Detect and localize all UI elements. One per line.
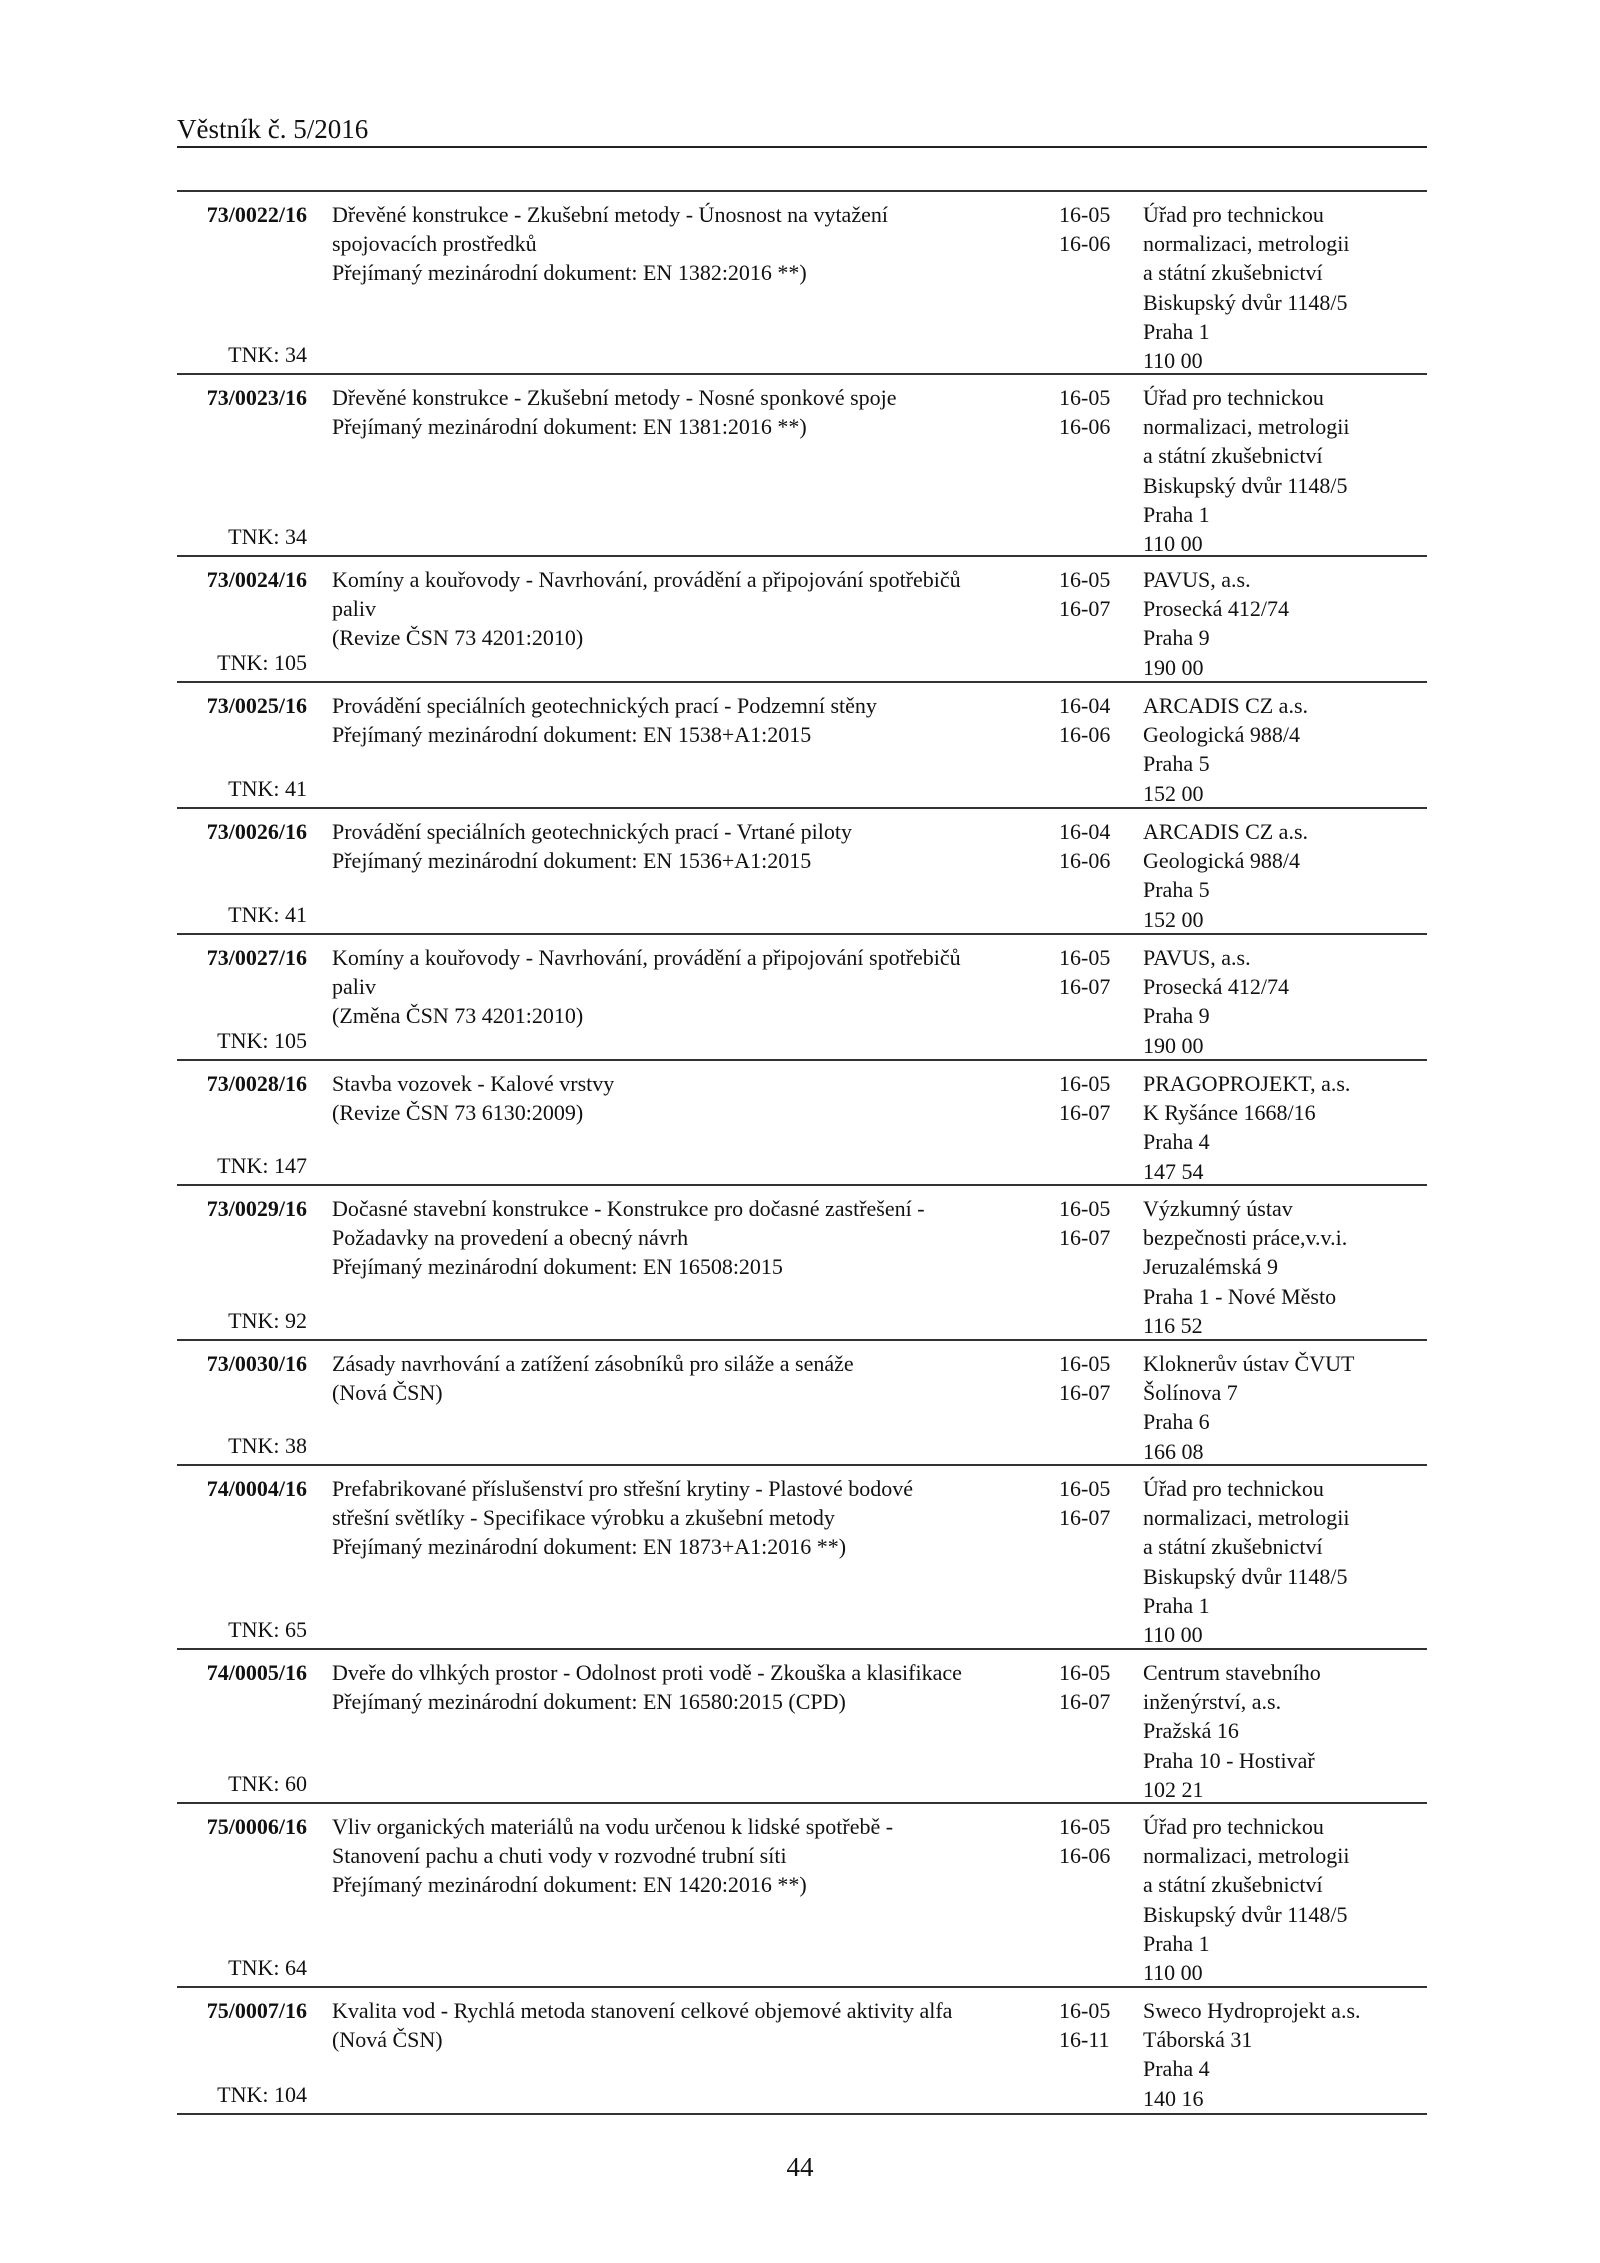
record-org-line: Praha 1 [1143,501,1210,527]
record-org [1143,817,1433,934]
record-org-line: Praha 9 [1143,625,1210,651]
record-dates-line: 16-05 [1059,945,1111,970]
record-org-line: 152 00 [1143,906,1204,932]
record-org-line: normalizaci, metrologii [1143,414,1350,440]
record-dates-line: 16-05 [1059,385,1111,410]
record-title-line: Stavba vozovek - Kalové vrstvy [332,1071,615,1096]
record-row [177,557,1427,683]
record-id: 73/0022/16 [206,202,307,227]
record-id: 73/0028/16 [206,1071,307,1096]
record-id: 73/0026/16 [206,819,307,844]
record-dates-line: 16-05 [1059,1351,1111,1376]
record-title-line: Komíny a kouřovody - Navrhování, provádění a připojování spotřebičů [332,945,961,970]
record-dates [1059,1069,1149,1127]
record-tnk: TNK: 105 [217,649,307,675]
record-org-line: bezpečnosti práce,v.v.i. [1143,1225,1348,1251]
record-id-cell [177,1349,307,1460]
record-dates-line: 16-05 [1059,567,1111,592]
record-org-line: Praha 5 [1143,877,1210,903]
record-id: 73/0024/16 [206,567,307,592]
record-id-cell [177,1474,307,1644]
record-title-line: Provádění speciálních geotechnických prací - Podzemní stěny [332,693,877,718]
record-org-line: 110 00 [1143,348,1203,374]
record-id-cell [177,1658,307,1798]
record-org-line: Biskupský dvůr 1148/5 [1143,1901,1348,1927]
record-org-line: Praha 1 [1143,1592,1210,1618]
record-id: 74/0005/16 [206,1660,307,1685]
record-org-line: 152 00 [1143,780,1204,806]
record-dates [1059,565,1149,623]
record-tnk: TNK: 147 [217,1152,307,1178]
record-org-line: 110 00 [1143,1960,1203,1986]
record-row [177,1988,1427,2113]
record-title-line: Přejímaný mezinárodní dokument: EN 1382:2016 **) [332,260,807,286]
record-dates-line: 16-06 [1059,1843,1111,1869]
record-dates [1059,383,1149,441]
record-org-line: a státní zkušebnictví [1143,443,1323,469]
record-row [177,1804,1427,1988]
record-org [1143,1812,1433,1987]
record-org-line: Sweco Hydroprojekt a.s. [1143,1998,1361,2023]
record-org [1143,943,1433,1060]
record-title-line: (Nová ČSN) [332,1380,443,1406]
record-id-cell [177,1996,307,2109]
record-org-line: Výzkumný ústav [1143,1196,1293,1221]
record-title-line: paliv [332,596,376,622]
record-org-line: Praha 10 - Hostivař [1143,1747,1315,1773]
record-id-cell [177,1194,307,1335]
record-dates-line: 16-04 [1059,693,1111,718]
record-dates-line: 16-07 [1059,1225,1111,1251]
record-row [177,809,1427,935]
record-org-line: Úřad pro technickou [1143,1476,1324,1501]
record-dates [1059,1349,1149,1407]
record-tnk: TNK: 41 [228,775,307,801]
record-title-line: Vliv organických materiálů na vodu určenou k lidské spotřebě - [332,1814,894,1839]
record-title-line: Prefabrikované příslušenství pro střešní krytiny - Plastové bodové [332,1476,914,1501]
record-org-line: Biskupský dvůr 1148/5 [1143,289,1348,315]
record-dates-line: 16-07 [1059,1100,1111,1126]
record-org-line: K Ryšánce 1668/16 [1143,1100,1316,1126]
record-dates-line: 16-07 [1059,1689,1111,1715]
record-title-line: Dočasné stavební konstrukce - Konstrukce pro dočasné zastřešení - [332,1196,925,1221]
record-org-line: Prosecká 412/74 [1143,596,1290,622]
record-title-line: Přejímaný mezinárodní dokument: EN 16508:2015 [332,1254,783,1280]
record-tnk: TNK: 34 [228,341,307,367]
record-org-line: inženýrství, a.s. [1143,1689,1282,1715]
record-org-line: 110 00 [1143,531,1203,557]
record-row [177,1341,1427,1466]
record-row [177,192,1427,375]
record-row [177,935,1427,1061]
record-dates-line: 16-11 [1059,2027,1110,2053]
record-tnk: TNK: 38 [228,1432,307,1458]
record-title-line: paliv [332,974,376,1000]
record-org-line: Praha 1 - Nové Město [1143,1283,1337,1309]
record-org-line: Kloknerův ústav ČVUT [1143,1351,1355,1376]
record-org-line: 190 00 [1143,1032,1204,1058]
record-row [177,1186,1427,1341]
record-row [177,683,1427,809]
record-org-line: PRAGOPROJEKT, a.s. [1143,1071,1351,1096]
record-id: 74/0004/16 [206,1476,307,1501]
page-number: 44 [786,2152,814,2182]
record-title-line: Zásady navrhování a zatížení zásobníků pro siláže a senáže [332,1351,854,1376]
record-id-cell [177,1812,307,1982]
record-dates [1059,1996,1149,2054]
record-dates-line: 16-06 [1059,848,1111,874]
record-org [1143,1658,1433,1804]
record-id-cell [177,200,307,369]
record-dates [1059,1474,1149,1532]
record-title-line: Přejímaný mezinárodní dokument: EN 1420:2016 **) [332,1872,807,1898]
record-id: 75/0007/16 [206,1998,307,2023]
record-org-line: normalizaci, metrologii [1143,231,1350,257]
record-dates-line: 16-07 [1059,1505,1111,1531]
record-org [1143,1996,1433,2113]
record-org-line: normalizaci, metrologii [1143,1505,1350,1531]
record-org-line: Táborská 31 [1143,2027,1253,2053]
record-dates-line: 16-05 [1059,1998,1111,2023]
record-org-line: Biskupský dvůr 1148/5 [1143,1563,1348,1589]
record-dates-line: 16-05 [1059,202,1111,227]
record-title-line: (Nová ČSN) [332,2027,443,2053]
record-dates-line: 16-05 [1059,1814,1111,1839]
record-org-line: Praha 1 [1143,318,1210,344]
record-tnk: TNK: 65 [228,1616,307,1642]
record-org-line: 166 08 [1143,1438,1204,1464]
record-dates [1059,817,1149,875]
record-org-line: Centrum stavebního [1143,1660,1321,1685]
record-title-line: Dřevěné konstrukce - Zkušební metody - Nosné sponkové spoje [332,385,897,410]
record-org-line: Úřad pro technickou [1143,202,1324,227]
record-dates-line: 16-05 [1059,1071,1111,1096]
record-org-line: Šolínova 7 [1143,1380,1238,1406]
record-dates [1059,1812,1149,1870]
record-title-line: (Revize ČSN 73 4201:2010) [332,625,584,651]
record-dates-line: 16-04 [1059,819,1111,844]
record-org-line: 110 00 [1143,1622,1203,1648]
record-org [1143,200,1433,375]
record-org-line: a státní zkušebnictví [1143,260,1323,286]
record-org-line: Praha 1 [1143,1930,1210,1956]
record-org-line: normalizaci, metrologii [1143,1843,1350,1869]
record-org-line: 190 00 [1143,654,1204,680]
record-org-line: Úřad pro technickou [1143,1814,1324,1839]
record-org [1143,1349,1433,1466]
record-dates-line: 16-06 [1059,414,1111,440]
record-org-line: Praha 9 [1143,1003,1210,1029]
record-org-line: a státní zkušebnictví [1143,1534,1323,1560]
record-title-line: Kvalita vod - Rychlá metoda stanovení celkové objemové aktivity alfa [332,1998,953,2023]
record-id: 73/0027/16 [206,945,307,970]
record-dates [1059,1194,1149,1252]
record-id: 73/0030/16 [206,1351,307,1376]
record-tnk: TNK: 34 [228,523,307,549]
record-title-line: (Revize ČSN 73 6130:2009) [332,1100,584,1126]
record-title-line: Přejímaný mezinárodní dokument: EN 1873+A1:2016 **) [332,1534,847,1560]
record-org-line: Biskupský dvůr 1148/5 [1143,472,1348,498]
record-org-line: 102 21 [1143,1776,1204,1802]
record-tnk: TNK: 60 [228,1770,307,1796]
record-org-line: Pražská 16 [1143,1718,1239,1744]
record-row [177,1650,1427,1804]
record-dates-line: 16-07 [1059,1380,1111,1406]
record-title-line: Provádění speciálních geotechnických prací - Vrtané piloty [332,819,852,844]
record-title-line: Stanovení pachu a chuti vody v rozvodné trubní síti [332,1843,787,1869]
record-org-line: Geologická 988/4 [1143,722,1301,748]
record-row [177,375,1427,557]
record-id: 73/0029/16 [206,1196,307,1221]
record-dates-line: 16-06 [1059,722,1111,748]
record-tnk: TNK: 41 [228,901,307,927]
record-org-line: 147 54 [1143,1158,1204,1184]
record-title-line: Požadavky na provedení a obecný návrh [332,1225,689,1251]
record-dates-line: 16-05 [1059,1196,1111,1221]
record-org-line: Úřad pro technickou [1143,385,1324,410]
record-title-line: Přejímaný mezinárodní dokument: EN 1381:2016 **) [332,414,807,440]
record-tnk: TNK: 64 [228,1954,307,1980]
record-org [1143,383,1433,558]
record-id-cell [177,943,307,1055]
record-dates [1059,943,1149,1001]
record-title-line: střešní světlíky - Specifikace výrobku a zkušební metody [332,1505,835,1531]
record-tnk: TNK: 104 [217,2081,307,2107]
record-title-line: Přejímaný mezinárodní dokument: EN 1536+A1:2015 [332,848,812,874]
record-org [1143,691,1433,808]
record-org-line: PAVUS, a.s. [1143,567,1251,592]
record-dates-line: 16-05 [1059,1660,1111,1685]
record-org-line: ARCADIS CZ a.s. [1143,819,1309,844]
record-id: 73/0023/16 [206,385,307,410]
record-org-line: Praha 4 [1143,1129,1210,1155]
record-dates [1059,1658,1149,1716]
record-org-line: 116 52 [1143,1312,1203,1338]
record-org-line: a státní zkušebnictví [1143,1872,1323,1898]
record-title-line: Přejímaný mezinárodní dokument: EN 16580:2015 (CPD) [332,1689,846,1715]
record-title-line: Dřevěné konstrukce - Zkušební metody - Únosnost na vytažení [332,202,888,227]
record-dates [1059,200,1149,258]
record-id-cell [177,691,307,803]
record-id-cell [177,817,307,929]
record-id-cell [177,565,307,677]
record-org-line: Geologická 988/4 [1143,848,1301,874]
record-org-line: Praha 5 [1143,751,1210,777]
record-title-line: Dveře do vlhkých prostor - Odolnost proti vodě - Zkouška a klasifikace [332,1660,962,1685]
record-dates-line: 16-07 [1059,974,1111,1000]
record-org-line: Prosecká 412/74 [1143,974,1290,1000]
record-title-line: Přejímaný mezinárodní dokument: EN 1538+A1:2015 [332,722,812,748]
record-id-cell [177,1069,307,1180]
record-dates-line: 16-05 [1059,1476,1111,1501]
record-org-line: 140 16 [1143,2085,1204,2111]
records-table [177,190,1427,2115]
record-org-line: ARCADIS CZ a.s. [1143,693,1309,718]
record-org-line: PAVUS, a.s. [1143,945,1251,970]
record-org [1143,565,1433,682]
record-org [1143,1069,1433,1186]
record-dates [1059,691,1149,749]
record-tnk: TNK: 92 [228,1307,307,1333]
record-dates-line: 16-06 [1059,231,1111,257]
record-row [177,1466,1427,1650]
record-title-line: Komíny a kouřovody - Navrhování, provádění a připojování spotřebičů [332,567,961,592]
record-id: 73/0025/16 [206,693,307,718]
record-dates-line: 16-07 [1059,596,1111,622]
record-title-line: (Změna ČSN 73 4201:2010) [332,1003,584,1029]
record-tnk: TNK: 105 [217,1027,307,1053]
record-org [1143,1194,1433,1340]
record-org-line: Jeruzalémská 9 [1143,1254,1278,1280]
page-header: Věstník č. 5/2016 [177,112,1427,148]
record-id-cell [177,383,307,551]
record-title-line: spojovacích prostředků [332,231,537,257]
record-org [1143,1474,1433,1649]
record-row [177,1061,1427,1186]
record-org-line: Praha 6 [1143,1409,1210,1435]
record-id: 75/0006/16 [206,1814,307,1839]
record-org-line: Praha 4 [1143,2056,1210,2082]
